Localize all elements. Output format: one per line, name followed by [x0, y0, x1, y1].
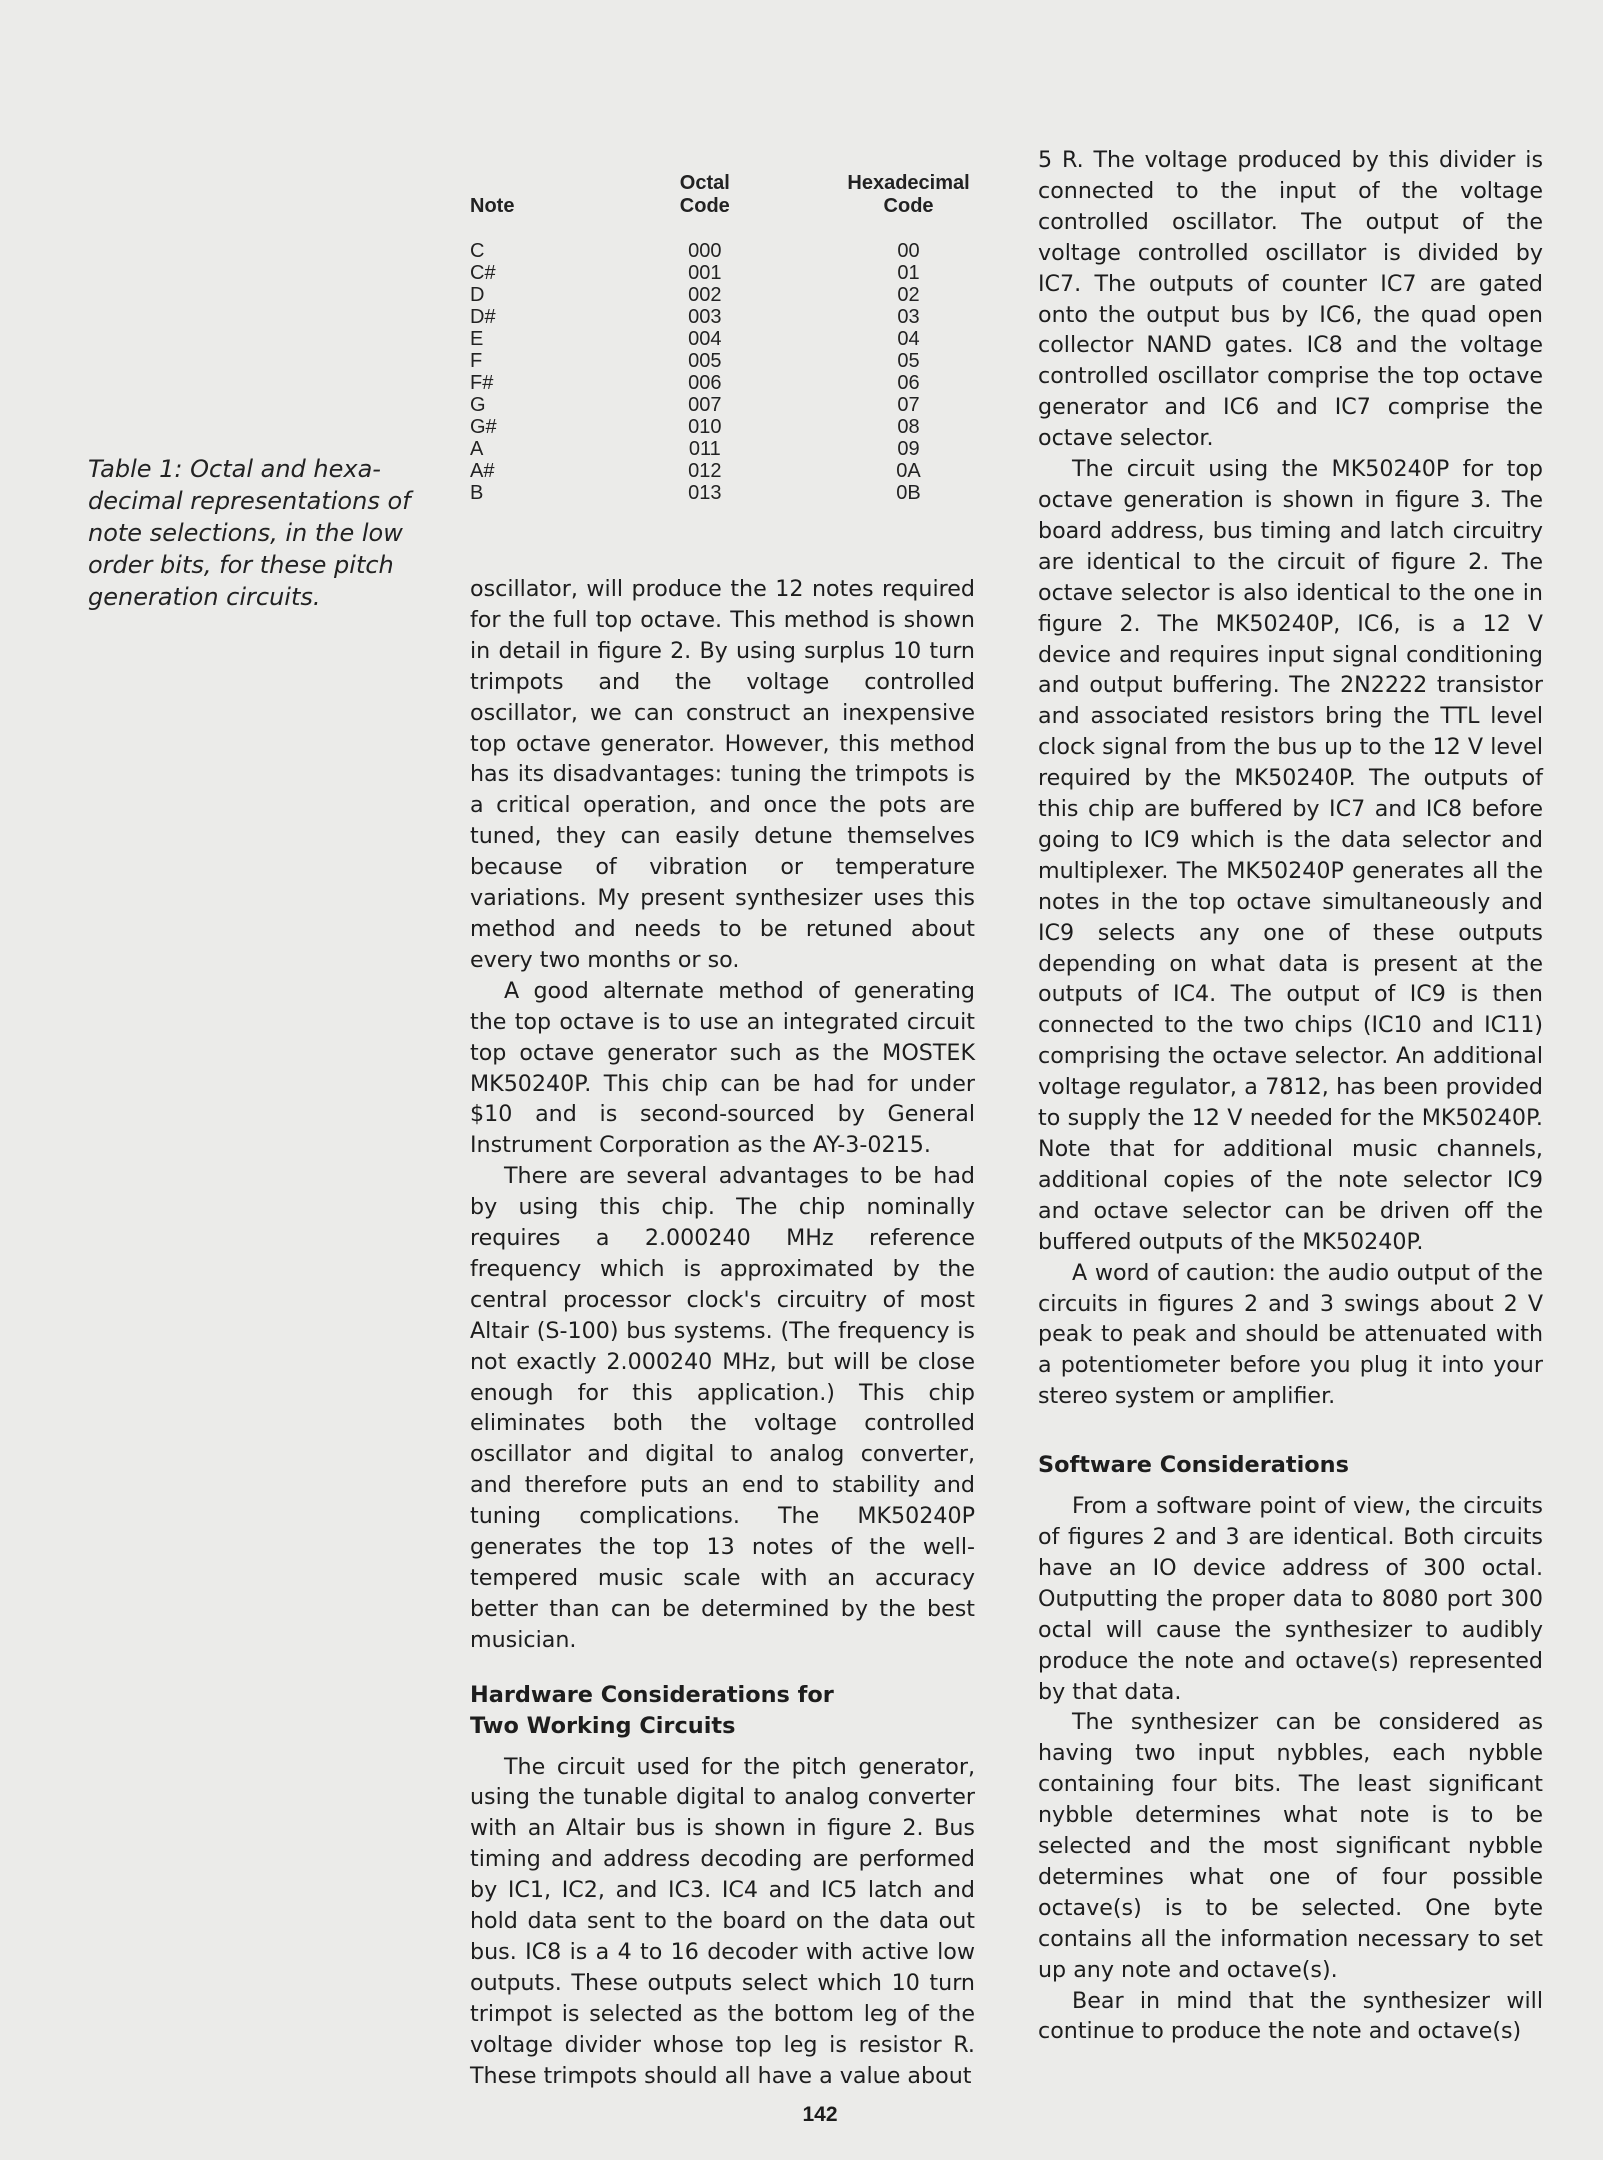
header-octal-line1: Octal — [679, 172, 730, 194]
body-paragraph: 5 R. The voltage produced by this divider is connected to the input of the voltage controlled oscillator. The output of the voltage controlled oscillator is divided by IC7. The outputs of counter IC7 are gated onto the output bus by IC6, the quad open collector NAND gates. IC8 and the voltage controlled oscillator comprise the top octave generator and IC6 and IC7 comprise the octave selector. — [1038, 147, 1543, 452]
note-cell: C# — [470, 262, 496, 284]
hex-cell: 00 — [897, 240, 920, 262]
table-row — [470, 284, 990, 306]
hex-cell: 02 — [897, 284, 920, 306]
middle-column — [470, 574, 975, 2092]
hex-cell: 09 — [897, 438, 920, 460]
hex-cell: 05 — [897, 350, 920, 372]
note-cell: A# — [470, 460, 495, 482]
heading-line: Two Working Circuits — [470, 1712, 736, 1739]
hex-cell: 08 — [897, 416, 920, 438]
table-row — [470, 482, 990, 504]
table-row — [470, 306, 990, 328]
octal-cell: 010 — [688, 416, 722, 438]
hex-cell: 04 — [897, 328, 920, 350]
note-cell: E — [470, 328, 484, 350]
table-body — [470, 240, 990, 504]
heading-gap — [1038, 1481, 1543, 1491]
caption-line: generation circuits. — [88, 583, 321, 611]
paragraph-gap — [470, 1656, 975, 1680]
hex-cell: 01 — [897, 262, 920, 284]
body-paragraph: A good alternate method of generating the top octave is to use an integrated circuit top octave generator such as the MOSTEK MK50240P. This chip can be had for under $10 and is second-sourced by General Instrument Corporation as the AY-3-0215. — [470, 977, 975, 1159]
table-row — [470, 372, 990, 394]
hex-cell: 0A — [896, 460, 921, 482]
caption-line: decimal representations of — [88, 487, 411, 515]
header-octal — [643, 172, 768, 218]
right-column — [1038, 145, 1543, 2047]
hex-cell: 0B — [896, 482, 921, 504]
note-cell: G — [470, 394, 486, 416]
note-cell: D — [470, 284, 485, 306]
caption-line: Table 1: Octal and hexa- — [88, 455, 381, 483]
heading-line: Hardware Considerations for — [470, 1681, 834, 1708]
octal-cell: 013 — [688, 482, 722, 504]
header-hex — [827, 172, 990, 218]
note-cell: F# — [470, 372, 494, 394]
body-paragraph: Bear in mind that the synthesizer will continue to produce the note and octave(s) — [1038, 1987, 1543, 2045]
table-row — [470, 438, 990, 460]
body-paragraph: The synthesizer can be considered as having two input nybbles, each nybble containing four bits. The least significant nybble determines what note is to be selected and the most significant nybble determines what one of four possible octave(s) is to be selected. One byte contains all the information necessary to set up any note and octave(s). — [1038, 1709, 1543, 1983]
table-row — [470, 240, 990, 262]
hex-cell: 06 — [897, 372, 920, 394]
octal-cell: 003 — [688, 306, 722, 328]
octal-cell: 000 — [688, 240, 722, 262]
table-row — [470, 394, 990, 416]
note-cell: C — [470, 240, 485, 262]
table-row — [470, 416, 990, 438]
octal-cell: 011 — [688, 438, 721, 460]
note-cell: A — [470, 438, 484, 460]
body-paragraph: A word of caution: the audio output of the circuits in figures 2 and 3 swings about 2 V peak to peak and should be attenuated with a potentiometer before you plug it into your stereo system or amplifier. — [1038, 1259, 1543, 1410]
section-heading-hardware — [470, 1680, 975, 1742]
hex-cell: 03 — [897, 306, 920, 328]
hex-cell: 07 — [897, 394, 920, 416]
body-paragraph: The circuit used for the pitch generator, using the tunable digital to analog converter with an Altair bus is shown in figure 2. Bus timing and address decoding are performed by IC1, IC2, and IC3. IC4 and IC5 latch and hold data sent to the board on the data out bus. IC8 is a 4 to 16 decoder with active low outputs. These outputs select which 10 turn trimpot is selected as the bottom leg of the voltage divider whose top leg is resistor R. These trimpots should all have a value about — [470, 1753, 975, 2089]
body-paragraph: There are several advantages to be had by using this chip. The chip nominally requires a 2.000240 MHz reference frequency which is approximated by the central processor clock's circuitry of most Altair (S-100) bus systems. (The frequency is not exactly 2.000240 MHz, but will be close enough for this application.) This chip eliminates both the voltage controlled oscillator and digital to analog converter, and therefore puts an end to stability and tuning complications. The MK50240P generates the top 13 notes of the well-tempered music scale with an accuracy better than can be determined by the best musician. — [470, 1163, 975, 1653]
body-paragraph: From a software point of view, the circuits of figures 2 and 3 are identical. Both circuits have an IO device address of 300 octal. Outputting the proper data to 8080 port 300 octal will cause the synthesizer to audibly produce the note and octave(s) represented by that data. — [1038, 1493, 1543, 1705]
caption-line: order bits, for these pitch — [88, 551, 394, 579]
note-cell: B — [470, 482, 484, 504]
table-row — [470, 262, 990, 284]
note-cell: G# — [470, 416, 497, 438]
caption-line: note selections, in the low — [88, 519, 403, 547]
header-octal-line2: Code — [679, 195, 730, 217]
note-cell: F — [470, 350, 483, 372]
octal-cell: 004 — [688, 328, 722, 350]
octal-cell: 007 — [688, 394, 722, 416]
octal-cell: 002 — [688, 284, 722, 306]
header-hex-line2: Code — [883, 195, 934, 217]
note-code-table — [470, 172, 990, 504]
section-heading-software: Software Considerations — [1038, 1452, 1349, 1479]
octal-cell: 006 — [688, 372, 722, 394]
header-hex-line1: Hexadecimal — [847, 172, 970, 194]
note-cell: D# — [470, 306, 496, 328]
page-number: 142 — [802, 2103, 838, 2126]
table-row — [470, 350, 990, 372]
octal-cell: 012 — [688, 460, 722, 482]
paragraph-gap — [1038, 1412, 1543, 1450]
header-note: Note — [470, 195, 515, 217]
table-header — [470, 172, 990, 218]
body-paragraph: oscillator, will produce the 12 notes required for the full top octave. This method is shown in detail in figure 2. By using surplus 10 turn trimpots and the voltage controlled oscillator, we can construct an inexpensive top octave generator. However, this method has its disadvantages: tuning the trimpots is a critical operation, and once the pots are tuned, they can easily detune themselves because of vibration or temperature variations. My present synthesizer uses this method and needs to be retuned about every two months or so. — [470, 576, 975, 973]
table-row — [470, 460, 990, 482]
body-paragraph: The circuit using the MK50240P for top octave generation is shown in figure 3. The board address, bus timing and latch circuitry are identical to the circuit of figure 2. The octave selector is also identical to the one in figure 2. The MK50240P, IC6, is a 12 V device and requires input signal conditioning and output buffering. The 2N2222 transistor and associated resistors bring the TTL level clock signal from the bus up to the 12 V level required by the MK50240P. The outputs of this chip are buffered by IC7 and IC8 before going to IC9 which is the data selector and multiplexer. The MK50240P generates all the notes in the top octave simultaneously and IC9 selects any one of these outputs depending on what data is present at the outputs of IC4. The output of IC9 is then connected to the two chips (IC10 and IC11) comprising the octave selector. An additional voltage regulator, a 7812, has been provided to supply the 12 V needed for the MK50240P. Note that for additional music channels, additional copies of the note selector IC9 and octave selector can be driven off the buffered outputs of the MK50240P. — [1038, 456, 1543, 1255]
octal-cell: 005 — [688, 350, 722, 372]
heading-gap — [470, 1742, 975, 1752]
octal-cell: 001 — [688, 262, 722, 284]
table-row — [470, 328, 990, 350]
table-caption — [88, 453, 413, 613]
